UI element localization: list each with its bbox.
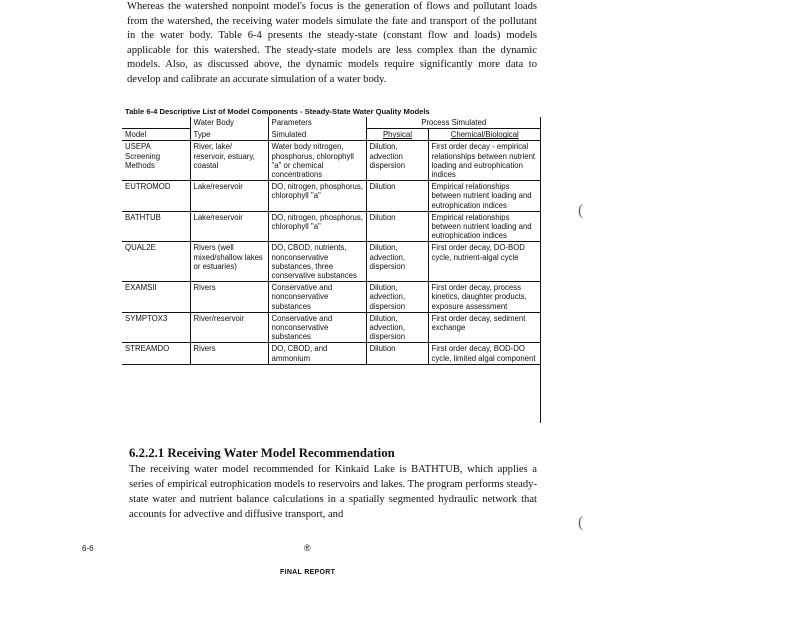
header-model-spacer — [122, 117, 190, 129]
cell-parameters: Conservative and nonconservative substances — [268, 312, 366, 343]
table-row — [122, 343, 540, 364]
table-row — [122, 211, 540, 242]
cell-water-body: Lake/reservoir — [190, 211, 268, 242]
section-heading: 6.2.2.1 Receiving Water Model Recommendation — [129, 446, 395, 460]
page-number: 6-6 — [82, 544, 94, 553]
cell-chemical: Empirical relationships between nutrient loading and eutrophication indices — [428, 211, 540, 242]
cell-chemical: First order decay, DO-BOD cycle, nutrient-algal cycle — [428, 242, 540, 282]
cell-physical: Dilution, advection, dispersion — [366, 312, 428, 343]
margin-mark: ( — [578, 202, 584, 219]
table-row — [122, 141, 540, 181]
cell-physical: Dilution — [366, 211, 428, 242]
cell-water-body: Rivers — [190, 343, 268, 364]
table-row — [122, 282, 540, 313]
header-parameters-line1: Parameters — [268, 117, 366, 129]
cell-model: EUTROMOD — [122, 181, 190, 212]
cell-model: STREAMDO — [122, 343, 190, 364]
cell-water-body: Rivers (well mixed/shallow lakes or estuaries) — [190, 242, 268, 282]
cell-parameters: DO, CBOD, nutrients, nonconservative substances, three conservative substances — [268, 242, 366, 282]
cell-chemical: First order decay, BOD-DO cycle, limited algal component — [428, 343, 540, 364]
intro-paragraph: Whereas the watershed nonpoint model's focus is the generation of flows and pollutant loads from the watershed, the receiving water models simulate the fate and transport of the pollutant in the water body. Table 6-4 presents the steady-state (constant flow and loads) models applicable for this watershed. The steady-state models are less complex than the dynamic models. Also, as discussed above, the dynamic models require significantly more data to develop and calibrate an accurate simulation of a water body. — [127, 1, 537, 85]
footer-label: FINAL REPORT — [280, 569, 336, 576]
section-paragraph: The receiving water model recommended for Kinkaid Lake is BATHTUB, which applies a series of empirical eutrophication models to reservoirs and lakes. The program performs steady-state water and nutrient balance calculations in a spatially segmented hydraulic network that accounts for advective and diffusive transport, and — [129, 464, 537, 520]
table-row — [122, 181, 540, 212]
table-caption: Table 6-4 Descriptive List of Model Components - Steady-State Water Quality Models — [125, 107, 430, 116]
cell-parameters: Water body nitrogen, phosphorus, chlorophyll "a" or chemical concentrations — [268, 141, 366, 181]
cell-chemical: First order decay, process kinetics, daughter products, exposure assessment — [428, 282, 540, 313]
header-parameters-line2: Simulated — [268, 129, 366, 141]
table-row — [122, 312, 540, 343]
header-water-body-line2: Type — [190, 129, 268, 141]
cell-parameters: DO, nitrogen, phosphorus, chlorophyll "a" — [268, 181, 366, 212]
cell-model: QUAL2E — [122, 242, 190, 282]
header-chemical-biological: Chemical/Biological — [428, 129, 540, 141]
margin-mark: ( — [578, 514, 584, 531]
cell-physical: Dilution, advection, dispersion — [366, 242, 428, 282]
header-water-body-line1: Water Body — [190, 117, 268, 129]
cell-chemical: First order decay, sediment exchange — [428, 312, 540, 343]
cell-chemical: First order decay - empirical relationships between nutrient loading and eutrophication indices — [428, 141, 540, 181]
cell-water-body: Lake/reservoir — [190, 181, 268, 212]
cell-physical: Dilution — [366, 181, 428, 212]
cell-water-body: Rivers — [190, 282, 268, 313]
cell-parameters: DO, nitrogen, phosphorus, chlorophyll "a" — [268, 211, 366, 242]
table-row — [122, 242, 540, 282]
cell-physical: Dilution — [366, 343, 428, 364]
cell-model: SYMPTOX3 — [122, 312, 190, 343]
cell-water-body: River/reservoir — [190, 312, 268, 343]
cell-water-body: River, lake/ reservoir, estuary, coastal — [190, 141, 268, 181]
header-physical: Physical — [366, 129, 428, 141]
cell-parameters: Conservative and nonconservative substances — [268, 282, 366, 313]
cell-model: BATHTUB — [122, 211, 190, 242]
cell-physical: Dilution, advection, dispersion — [366, 282, 428, 313]
cell-model: USEPA Screening Methods — [122, 141, 190, 181]
cell-chemical: Empirical relationships between nutrient loading and eutrophication indices — [428, 181, 540, 212]
header-process-simulated: Process Simulated — [366, 117, 540, 129]
header-model: Model — [122, 129, 190, 141]
cell-parameters: DO, CBOD, and ammonium — [268, 343, 366, 364]
registered-mark: ® — [304, 543, 311, 553]
cell-model: EXAMSII — [122, 282, 190, 313]
cell-physical: Dilution, advection dispersion — [366, 141, 428, 181]
model-components-table — [122, 117, 540, 365]
